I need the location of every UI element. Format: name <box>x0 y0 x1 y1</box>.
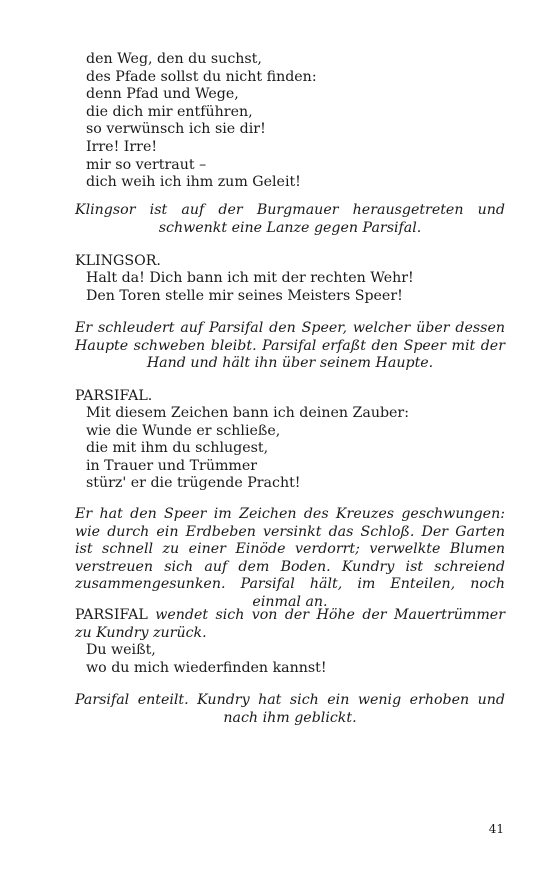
verse-line: Den Toren stelle mir seines Meisters Speer! <box>86 287 403 304</box>
verse-line: dich weih ich ihm zum Geleit! <box>86 174 301 191</box>
verse-line: wie die Wunde er schließe, <box>86 422 281 439</box>
verse-line: in Trauer und Trümmer <box>86 457 258 474</box>
verse-line: Irre! Irre! <box>86 138 158 155</box>
verse-line: Halt da! Dich bann ich mit der rechten Wehr! <box>86 270 414 286</box>
verse-line: stürz' er die trügende Pracht! <box>86 475 301 492</box>
verse-block-4 <box>75 642 505 677</box>
verse-line: denn Pfad und Wege, <box>86 86 239 103</box>
stage-direction-2: Er schleudert auf Parsifal den Speer, welcher über dessen Haupte schweben bleibt. Parsifal erfaßt den Speer mit der Hand und hält ihn über seinem Haupte. <box>75 320 505 372</box>
speaker-name: PARSIFAL <box>75 607 148 623</box>
stage-direction-3: Er hat den Speer im Zeichen des Kreuzes geschwungen: wie durch ein Erdbeben versinkt das Schloß. Der Garten ist schnell zu einer Einöde verdorrt; verwelkte Blumen verstreuen sich auf dem Boden. Kundry ist schreiend zusammengesunken. Parsifal hält, im Enteilen, noch einmal an. <box>75 506 505 610</box>
verse-line: Du weißt, <box>86 642 156 658</box>
verse-line: mir so vertraut – <box>86 156 207 173</box>
verse-block-3 <box>75 405 505 493</box>
stage-direction-1: Klingsor ist auf der Burgmauer herausgetreten und schwenkt eine Lanze gegen Parsifal. <box>75 202 505 236</box>
verse-line: den Weg, den du suchst, <box>86 51 262 67</box>
verse-line: wo du mich wiederfinden kannst! <box>86 659 327 676</box>
page-number: 41 <box>488 822 504 836</box>
verse-line: die dich mir entführen, <box>86 103 253 120</box>
speaker-parsifal-with-direction <box>75 607 505 642</box>
verse-block-2 <box>75 270 505 305</box>
inline-stage-direction: wendet sich von der Höhe der Mauertrümmer zu Kundry zurück. <box>75 607 505 641</box>
verse-line: Mit diesem Zeichen bann ich deinen Zauber: <box>86 405 409 421</box>
verse-block-1 <box>75 51 505 192</box>
verse-line: des Pfade sollst du nicht finden: <box>86 68 317 85</box>
speaker-parsifal: PARSIFAL. <box>75 388 153 404</box>
verse-line: so verwünsch ich sie dir! <box>86 121 266 138</box>
stage-direction-4: Parsifal enteilt. Kundry hat sich ein wenig erhoben und nach ihm geblickt. <box>75 692 505 726</box>
speaker-klingsor: KLINGSOR. <box>75 253 161 269</box>
verse-line: die mit ihm du schlugest, <box>86 440 269 457</box>
